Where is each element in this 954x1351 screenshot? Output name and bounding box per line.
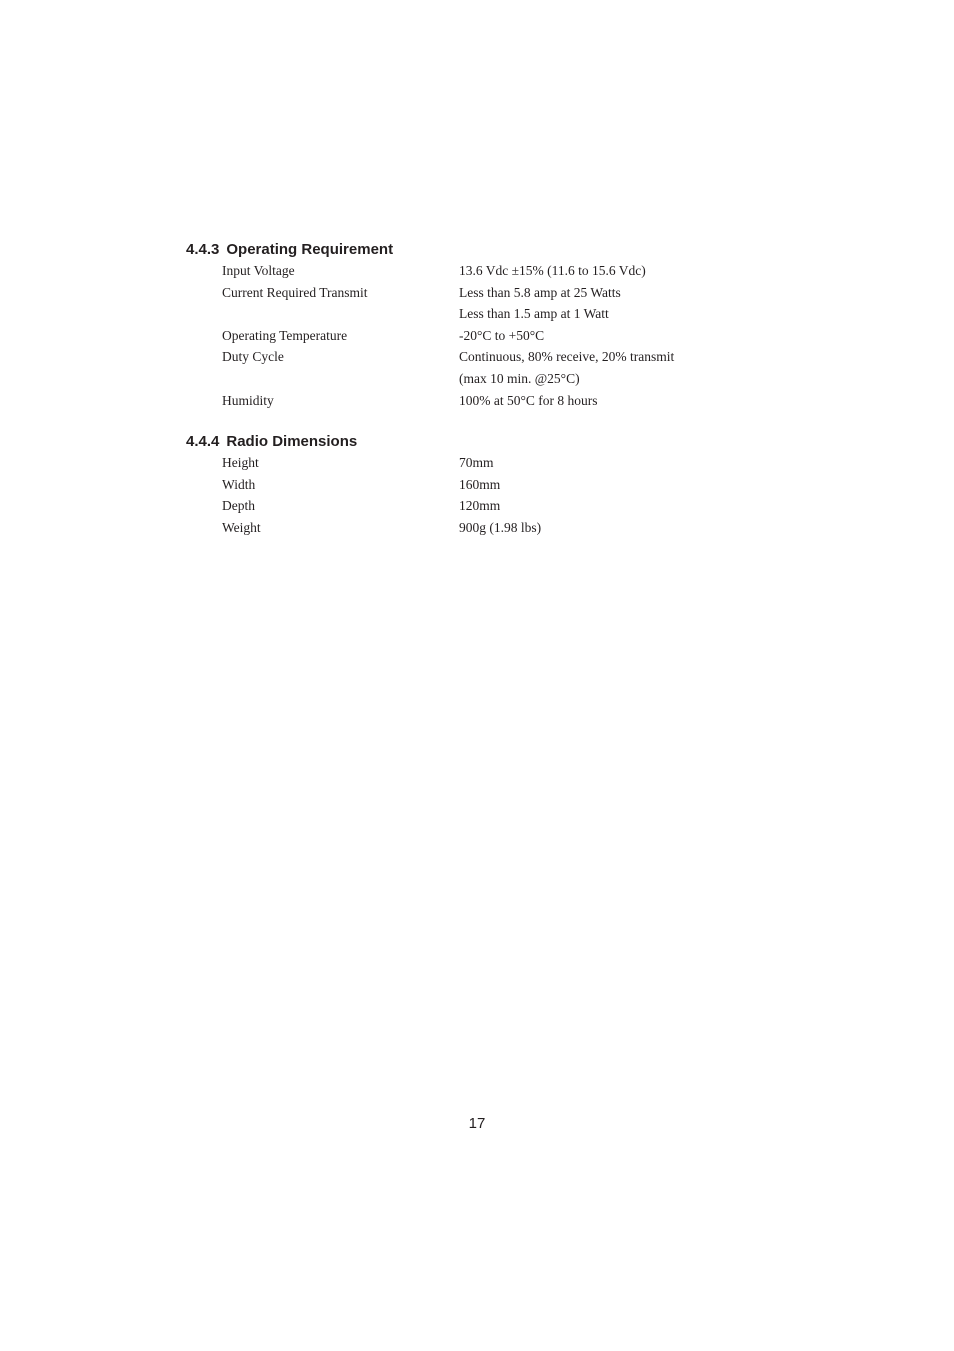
spec-label: Input Voltage: [222, 263, 295, 278]
spec-value: 13.6 Vdc ±15% (11.6 to 15.6 Vdc): [459, 263, 646, 278]
spec-row-current-continuation: [186, 303, 746, 325]
spec-row-operating-temperature: [186, 325, 746, 347]
section-operating-requirement: [186, 241, 746, 411]
spec-value: -20°C to +50°C: [459, 327, 545, 343]
spec-label: Current Required Transmit: [222, 284, 368, 300]
spec-label: Weight: [222, 519, 261, 535]
spec-value: 160mm: [459, 476, 501, 492]
spec-row-weight: [186, 517, 746, 539]
spec-row-current-required-transmit: [186, 282, 746, 304]
spec-label: Height: [222, 455, 259, 470]
spec-value: 70mm: [459, 455, 494, 470]
spec-value: (max 10 min. @25°C): [459, 370, 580, 386]
section-number: 4.4.3: [186, 241, 220, 258]
section-radio-dimensions: [186, 433, 746, 538]
spec-label: Operating Temperature: [222, 327, 348, 343]
spec-row-humidity: [186, 390, 746, 412]
spec-label: Duty Cycle: [222, 349, 284, 365]
section-heading: [186, 433, 746, 451]
section-title: Operating Requirement: [226, 241, 394, 258]
spec-row-duty-cycle-continuation: [186, 368, 746, 390]
spec-label: Width: [222, 476, 256, 492]
spec-label: Humidity: [222, 392, 274, 408]
spec-label: Depth: [222, 498, 255, 514]
spec-row-height: [186, 452, 746, 474]
spec-row-duty-cycle: [186, 346, 746, 368]
spec-value: Less than 1.5 amp at 1 Watt: [459, 306, 609, 322]
spec-value: Continuous, 80% receive, 20% transmit: [459, 349, 675, 365]
spec-row-width: [186, 474, 746, 496]
section-heading: [186, 241, 746, 259]
spec-row-input-voltage: [186, 260, 746, 282]
spec-value: 900g (1.98 lbs): [459, 519, 542, 535]
spec-row-depth: [186, 495, 746, 517]
spec-value: 120mm: [459, 498, 501, 514]
page-number: 17: [468, 1115, 486, 1132]
spec-value: 100% at 50°C for 8 hours: [459, 392, 598, 408]
section-title: Radio Dimensions: [226, 433, 358, 450]
spec-value: Less than 5.8 amp at 25 Watts: [459, 284, 621, 300]
section-number: 4.4.4: [186, 433, 220, 450]
